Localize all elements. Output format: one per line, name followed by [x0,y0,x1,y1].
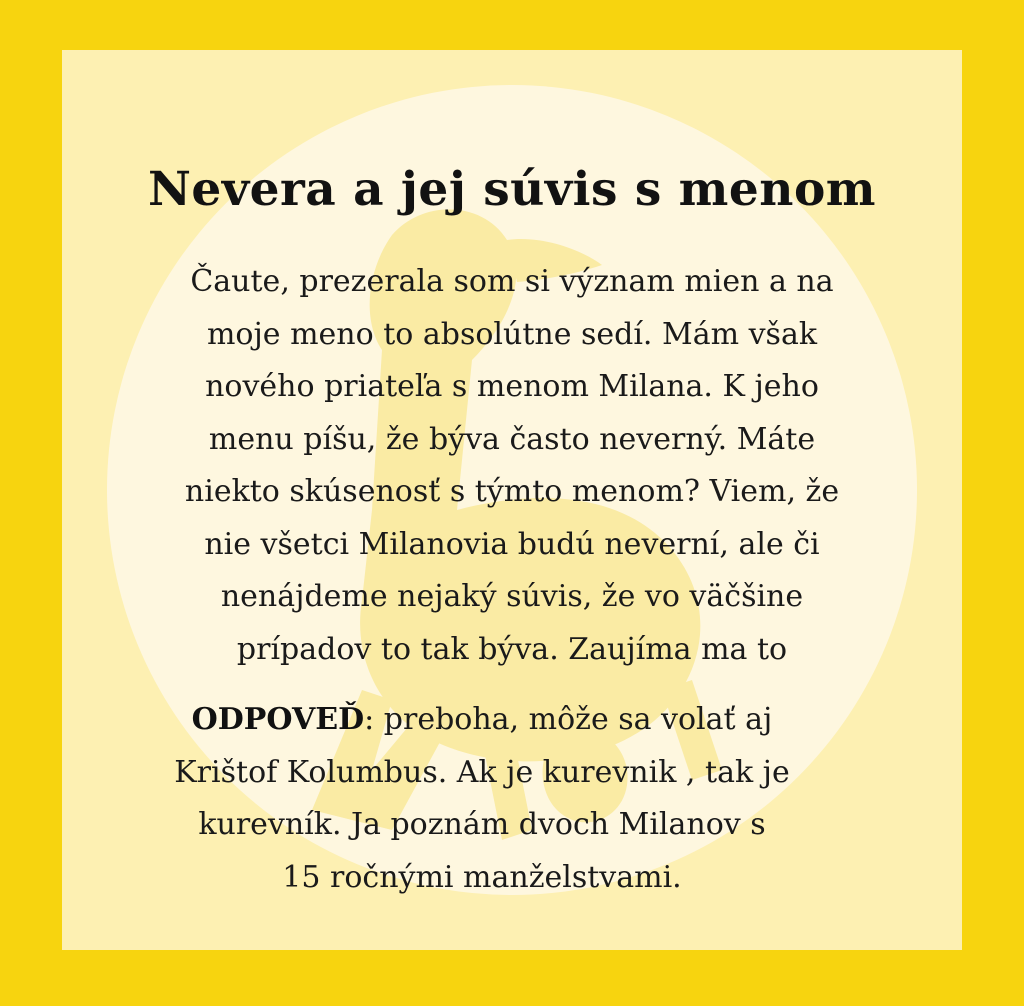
answer-line: Krištof Kolumbus. Ak je kurevnik , tak je [174,754,790,790]
question-line: Čaute, prezerala som si význam mien a na [190,264,834,299]
question-line: nového priateľa s menom Milana. K jeho [205,369,819,404]
answer-line: 15 ročnými manželstvami. [282,859,682,895]
question-text [92,256,932,676]
question-line: nie všetci Milanovia budú neverní, ale či [204,526,820,562]
answer-text [102,694,862,904]
question-line: nenájdeme nejaký súvis, že vo väčšine [220,579,804,614]
answer-label: ODPOVEĎ [191,702,365,737]
question-line: moje meno to absolútne sedí. Mám však [206,316,818,352]
question-line: niekto skúsenosť s týmto menom? Viem, že [184,474,840,509]
answer-line: kurevník. Ja poznám dvoch Milanov s [198,807,766,842]
question-line: menu píšu, že býva často neverný. Máte [208,421,816,457]
question-line: prípadov to tak býva. Zaujíma ma to [236,631,788,667]
answer-line [102,694,862,747]
answer-first-line-text: : preboha, môže sa volať aj [364,702,773,737]
post-card [62,50,962,950]
post-title: Nevera a jej súvis s menom [147,162,877,217]
